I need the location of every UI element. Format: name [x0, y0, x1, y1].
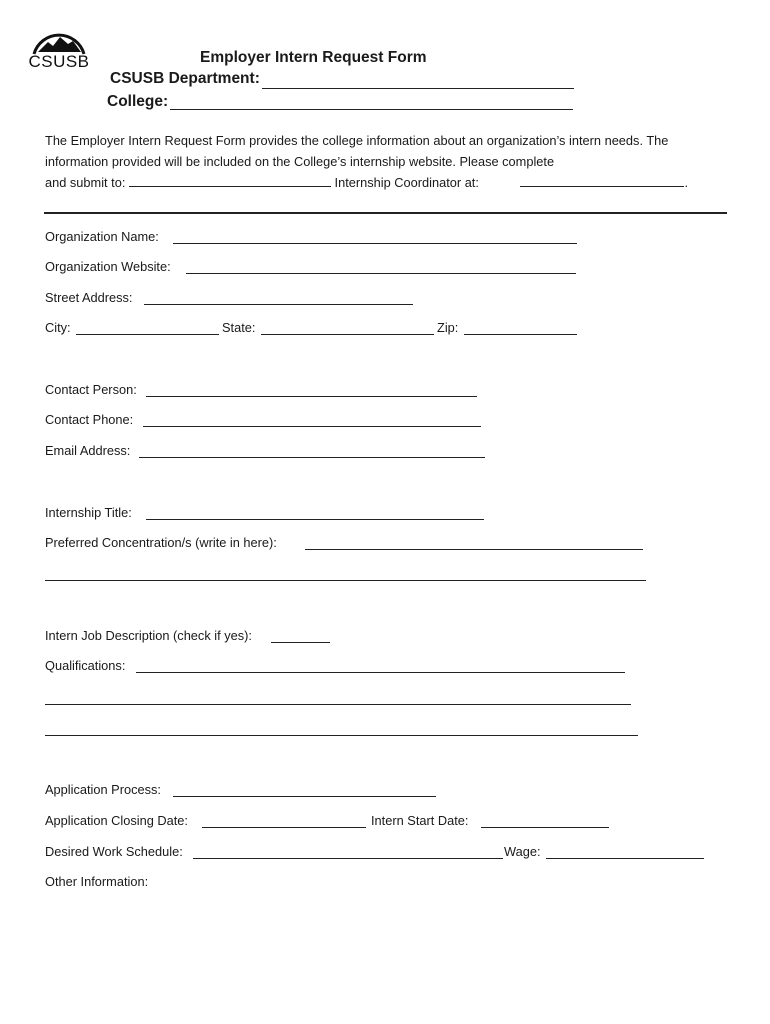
closing-date-field[interactable]: [202, 827, 366, 828]
org-website-label: Organization Website:: [45, 259, 171, 274]
street-label: Street Address:: [45, 290, 133, 305]
internship-title-label: Internship Title:: [45, 505, 132, 520]
contact-phone-label: Contact Phone:: [45, 412, 134, 427]
work-schedule-label: Desired Work Schedule:: [45, 844, 183, 859]
org-name-label: Organization Name:: [45, 229, 159, 244]
zip-label: Zip:: [437, 320, 459, 335]
logo-text: CSUSB: [28, 52, 90, 71]
csusb-logo: [26, 28, 92, 76]
closing-date-label: Application Closing Date:: [45, 813, 188, 828]
email-field[interactable]: [139, 457, 485, 458]
city-field[interactable]: [76, 334, 219, 335]
submit-prefix: and submit to:: [45, 175, 126, 190]
org-website-field[interactable]: [186, 273, 576, 274]
intro-line-1: The Employer Intern Request Form provides the college information about an organization’s intern needs. The: [45, 133, 669, 148]
job-description-check-field[interactable]: [271, 642, 330, 643]
start-date-label: Intern Start Date:: [371, 813, 469, 828]
qualifications-field-line-2[interactable]: [45, 704, 631, 705]
zip-field[interactable]: [464, 334, 577, 335]
contact-person-label: Contact Person:: [45, 382, 137, 397]
concentration-field-line-2[interactable]: [45, 580, 646, 581]
state-label: State:: [222, 320, 256, 335]
qualifications-label: Qualifications:: [45, 658, 126, 673]
intro-line-2: information provided will be included on the College’s internship website. Please complete: [45, 154, 555, 169]
submit-to-field[interactable]: [129, 174, 331, 187]
wage-label: Wage:: [504, 844, 541, 859]
qualifications-field[interactable]: [136, 672, 625, 673]
work-schedule-field[interactable]: [193, 858, 503, 859]
org-name-field[interactable]: [173, 243, 577, 244]
state-field[interactable]: [261, 334, 434, 335]
intro-line-3: [45, 172, 735, 193]
city-label: City:: [45, 320, 71, 335]
intro-paragraph: [45, 130, 735, 193]
contact-person-field[interactable]: [146, 396, 477, 397]
qualifications-field-line-3[interactable]: [45, 735, 638, 736]
start-date-field[interactable]: [481, 827, 609, 828]
college-label: College:: [107, 93, 169, 110]
job-description-label: Intern Job Description (check if yes):: [45, 628, 252, 643]
application-process-label: Application Process:: [45, 782, 161, 797]
concentration-label: Preferred Concentration/s (write in here):: [45, 535, 277, 550]
internship-title-field[interactable]: [146, 519, 484, 520]
coordinator-label: Internship Coordinator at:: [334, 175, 479, 190]
form-title: Employer Intern Request Form: [200, 49, 427, 66]
end-period: .: [684, 175, 689, 190]
contact-phone-field[interactable]: [143, 426, 481, 427]
college-field[interactable]: [170, 109, 573, 110]
department-field[interactable]: [262, 88, 574, 89]
coordinator-field[interactable]: [520, 174, 684, 187]
email-label: Email Address:: [45, 443, 131, 458]
department-label: CSUSB Department:: [110, 70, 260, 87]
concentration-field[interactable]: [305, 549, 643, 550]
other-info-label: Other Information:: [45, 874, 149, 889]
section-divider: [44, 212, 727, 214]
wage-field[interactable]: [546, 858, 704, 859]
street-field[interactable]: [144, 304, 413, 305]
application-process-field[interactable]: [173, 796, 436, 797]
